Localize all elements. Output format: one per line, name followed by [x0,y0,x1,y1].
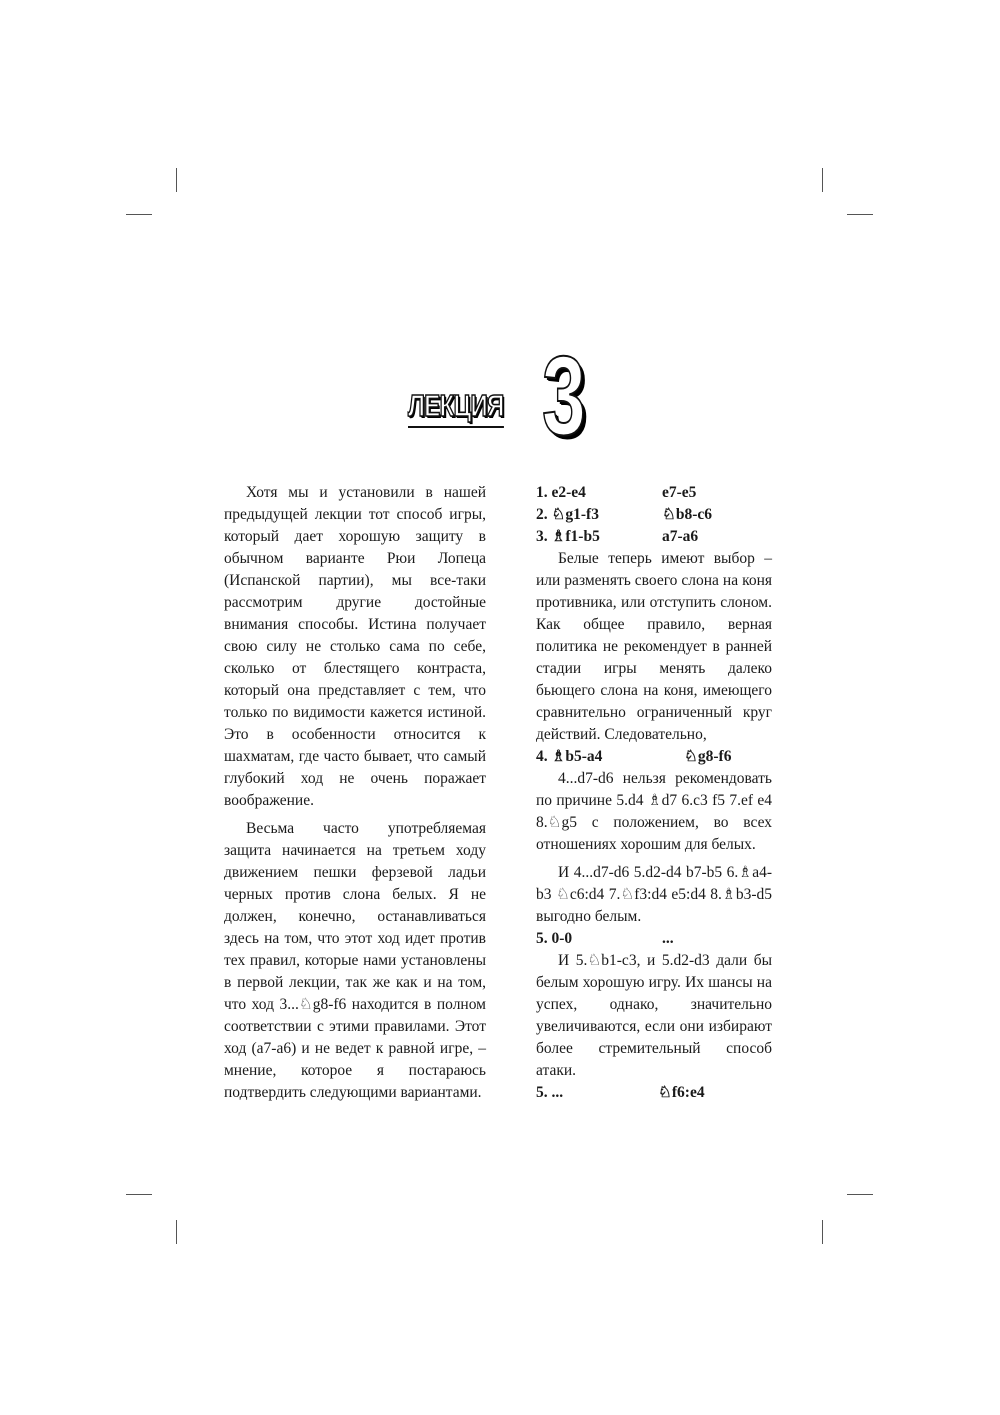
paragraph: Белые теперь имеют выбор – или разменять своего слона на коня противника, или отступить слоном. Как общее правило, верная политика не рекомендует в ранней стадии игры менять далеко бьющего слона на коня, имеющего сравнительно ограниченный круг действий. Следовательно, [536,550,772,743]
left-column [224,482,486,1104]
black-move: ♘f6:e4 [658,1084,705,1101]
crop-mark-top-left-h [126,214,152,215]
move-line [536,482,772,504]
paragraph: Весьма часто употребляемая защита начинается на третьем ходу движением пешки ферзевой ладьи черных против слона белых. Я не должен, конечно, останавливаться здесь на том, что этот ход идет против тех правил, которые нами установлены в первой лекции, так же как и на том, что ход 3...♘g8-f6 находится в полном соответствии с этими правилами. Этот ход (a7-a6) и не ведет к равной игре, – мнение, которое я постараюсь подтвердить следующими вариантами. [224,820,486,1101]
lecture-number: 3 [542,333,586,458]
lecture-title [408,333,648,458]
white-move: 2. ♘g1-f3 [536,506,599,523]
crop-mark-top-right [822,168,823,192]
move-line [536,746,772,768]
paragraph: Хотя мы и установили в нашей предыдущей лекции тот способ игры, который дает хорошую защиту в обычном варианте Рюи Лопеца (Испанской партии), мы все-таки рассмотрим другие достойные внимания способы. Истина получает свою силу не столько сама по себе, сколько от блестящего контраста, который она представляет с тем, что только по видимости кажется истиной. Это в особенности относится к шахматам, где часто бывает, что самый глубокий ход не очень поражает воображение. [224,484,486,809]
paragraph: И 4...d7-d6 5.d2-d4 b7-b5 6.♗a4-b3 ♘c6:d4 7.♘f3:d4 e5:d4 8.♗b3-d5 выгодно белым. [536,864,772,925]
crop-mark-top-right-h [847,214,873,215]
black-move: a7-a6 [662,528,699,545]
crop-mark-bottom-right-h [847,1194,873,1195]
move-line [536,928,772,950]
black-move: ♘g8-f6 [684,748,732,765]
crop-mark-bottom-right [822,1220,823,1244]
crop-mark-bottom-left-h [126,1194,152,1195]
white-move: 1. e2-e4 [536,484,586,501]
right-column [536,482,772,1104]
paragraph: 4...d7-d6 нельзя рекомендовать по причине 5.d4 ♗d7 6.c3 f5 7.ef e4 8.♘g5 с положением, во всех отношениях хорошим для белых. [536,770,772,853]
white-move: 5. 0-0 [536,930,573,947]
paragraph: И 5.♘b1-c3, и 5.d2-d3 дали бы белым хорошую игру. Их шансы на успех, однако, значительно увеличиваются, если они избирают более стремительный способ атаки. [536,952,772,1079]
crop-mark-bottom-left [176,1220,177,1244]
lecture-title-word: ЛЕКЦИЯ [408,388,504,423]
black-move: ♘b8-c6 [662,506,713,523]
crop-mark-top-left [176,168,177,192]
white-move: 5. ... [536,1084,564,1101]
move-line [536,526,772,548]
move-line [536,504,772,526]
move-line [536,1082,772,1104]
black-move: ... [662,930,674,947]
white-move: 3. ♗f1-b5 [536,528,600,545]
white-move: 4. ♗b5-a4 [536,748,603,765]
black-move: e7-e5 [662,484,697,501]
